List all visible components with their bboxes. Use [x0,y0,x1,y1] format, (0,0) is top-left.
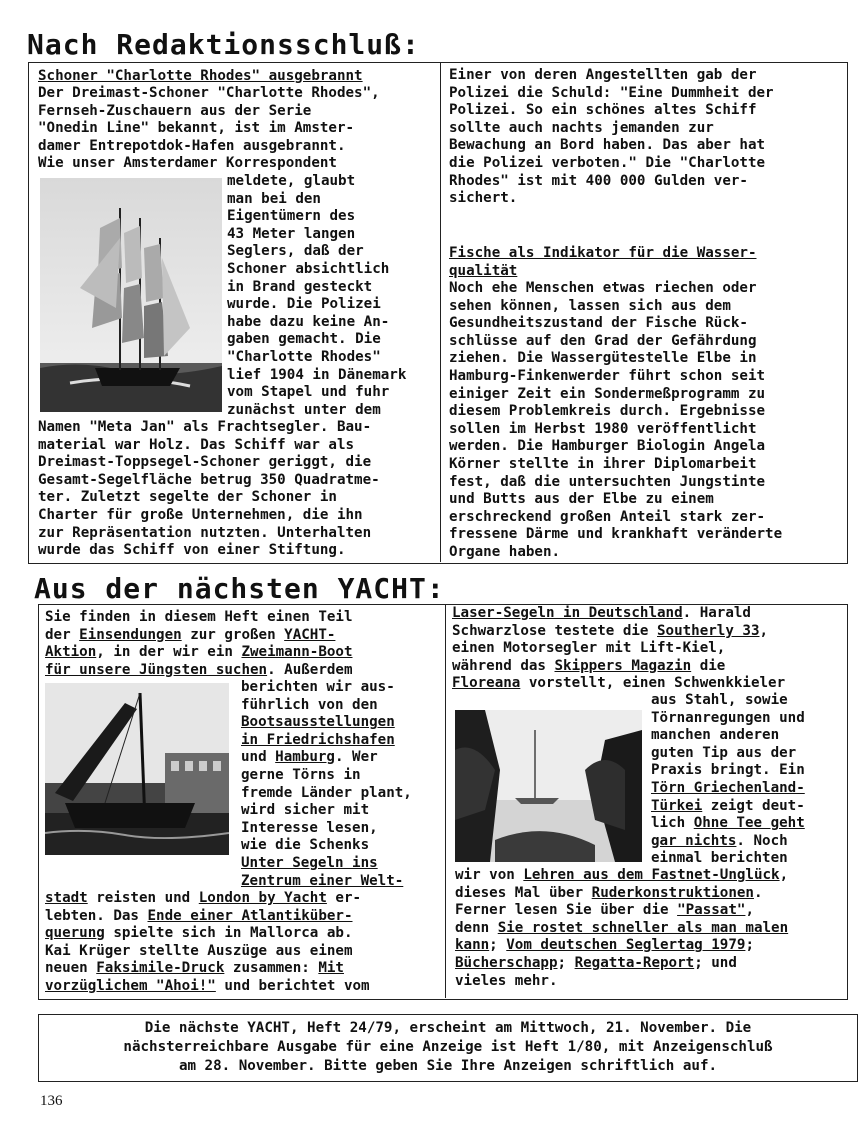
text-line: 43 Meter langen [227,225,356,242]
preview-left-beside-photo [241,679,412,890]
text-line: Gesundheitszustand der Fische Rück- [449,315,748,332]
text-line: sollen im Herbst 1980 veröffentlicht [449,420,757,437]
text-line: Fernseh-Zuschauern aus der Serie [38,102,312,119]
text-segment: . Noch [736,832,788,849]
article-heading-charlotte-rhodes: Schoner "Charlotte Rhodes" ausgebrannt [38,68,363,84]
text-segment: führlich von den [241,696,378,713]
top-column-divider [440,62,441,562]
article-reference: Floreana [452,675,521,692]
text-line: in Brand gesteckt [227,278,373,295]
next-issue-notice [38,1019,858,1076]
text-line [241,679,412,697]
text-segment: zeigt deut- [702,797,805,814]
text-line: habe dazu keine An- [227,313,390,330]
text-line [45,960,370,978]
text-segment: aus Stahl, sowie [651,692,788,708]
photo-schooner-under-sail [40,178,222,412]
text-line [651,692,805,710]
text-line: und Butts aus der Elbe zu einem [449,491,714,508]
text-line [452,623,785,641]
text-line [455,885,788,903]
text-segment: vieles mehr. [455,972,558,989]
text-line: die Polizei verboten." Die "Charlotte [449,154,766,171]
text-line [241,873,412,891]
article-reference: für unsere Jüngsten suchen [45,661,268,678]
article-reference: Regatta-Report [574,954,695,971]
text-line [452,640,785,658]
text-line [45,925,370,943]
text-segment: einmal berichten [651,850,788,867]
article-body-charlotte-rhodes-beside-photo [227,173,406,419]
text-line: Der Dreimast-Schoner "Charlotte Rhodes", [38,85,380,101]
article-reference: Zweimann-Boot [241,644,353,661]
text-segment: . Harald [682,605,751,621]
text-line [45,890,370,908]
text-segment: Ferner lesen Sie über die [455,902,678,919]
text-segment: ; [745,937,754,954]
text-segment: . [753,884,763,901]
article-reference: Ohne Tee geht [693,815,805,832]
text-segment: gerne Törns in [241,766,361,783]
text-line [45,662,353,680]
article-reference: London by Yacht [198,890,327,906]
article-reference: Faksimile-Druck [96,960,225,977]
text-line: Organe haben. [449,543,561,560]
text-line [651,727,805,745]
section-title-nach-redaktionsschluss: Nach Redaktionsschluß: [27,28,420,61]
text-line: zunächst unter dem [227,401,381,418]
text-line: fest, daß die untersuchten Jungstinte [449,473,766,490]
text-line [651,762,805,780]
text-line [241,820,412,838]
text-line [651,745,805,763]
text-segment: Praxis bringt. Ein [651,762,805,779]
text-segment: . Außerdem [267,661,353,678]
text-segment: lich [651,815,694,832]
text-line [241,714,412,732]
text-segment: denn [455,919,498,936]
bay-photo-graphic [455,710,642,862]
text-segment: berichten wir aus- [241,679,395,695]
article-reference: Sie rostet schneller als man malen [497,919,789,936]
text-line [45,908,370,926]
article-reference: Türkei [651,797,703,814]
article-reference: gar nichts [651,832,737,849]
article-body-fische-indikator [449,280,782,562]
article-heading-line: qualität [449,262,518,279]
text-line [452,658,785,676]
preview-right-continued [455,867,788,990]
text-line: einiger Zeit ein Sondermeßprogramm zu [449,385,766,402]
text-line: vom Stapel und fuhr [227,384,390,401]
text-line [455,955,788,973]
article-reference: Bücherschapp [455,954,558,971]
article-reference: Zentrum einer Welt- [241,872,404,889]
text-line: Einer von deren Angestellten gab der [449,67,757,83]
text-line: Hamburg-Finkenwerder führt schon seit [449,367,766,384]
text-line: gaben gemacht. Die [227,331,381,348]
text-segment: die [691,657,726,674]
text-line [45,943,370,961]
text-line [452,675,785,693]
text-segment: zusammen: [224,960,319,977]
text-line [241,855,412,873]
article-reference: Einsendungen [79,626,182,643]
article-reference: vorzüglichem "Ahoi!" [45,977,216,994]
text-line: Charter für große Unternehmen, die ihn [38,506,363,523]
text-line [455,973,788,991]
text-segment: und [241,749,276,766]
text-line [45,609,353,627]
text-line: Dreimast-Toppsegel-Schoner geriggt, die [38,454,372,471]
article-reference: Törn Griechenland- [651,779,805,796]
article-reference: YACHT- [284,626,336,643]
text-segment: , [759,622,769,639]
text-segment: Sie finden in diesem Heft einen Teil [45,609,353,625]
article-body-charlotte-rhodes-intro [38,85,380,173]
text-segment: manchen anderen [651,727,780,744]
text-line [651,850,805,868]
notice-line: nächsterreichbare Ausgabe für eine Anzeige ist Heft 1/80, mit Anzeigenschluß [123,1039,773,1055]
text-segment: reisten und [87,890,199,906]
text-line: Seglers, daß der [227,243,364,260]
text-line: sehen können, lassen sich aus dem [449,297,731,314]
text-segment: der [45,626,80,643]
text-segment: einen Motorsegler mit Lift-Kiel, [452,640,726,657]
text-line: wurde. Die Polizei [227,296,381,313]
text-segment: Kai Krüger stellte Auszüge aus einem [45,942,353,959]
text-line [241,697,412,715]
text-line: Bewachung an Bord haben. Das aber hat [449,137,766,154]
text-segment: während das [452,657,555,674]
article-reference: Lehren aus dem Fastnet-Unglück [523,867,780,883]
article-reference: in Friedrichshafen [241,731,395,748]
section-title-aus-der-naechsten-yacht: Aus der nächsten YACHT: [34,572,445,605]
text-segment: , [779,867,789,883]
text-segment: wir von [455,867,524,883]
text-line [651,798,805,816]
text-line [651,710,805,728]
text-line [455,937,788,955]
text-line: wurde das Schiff von einer Stiftung. [38,542,346,559]
text-line [45,644,353,662]
text-line: Polizei. So ein schönes altes Schiff [449,102,757,119]
text-segment: spielte sich in Mallorca ab. [104,925,353,942]
text-line: werden. Die Hamburger Biologin Angela [449,438,766,455]
text-segment: Schwarzlose testete die [452,622,657,639]
text-line: Wie unser Amsterdamer Korrespondent [38,155,337,172]
article-reference: "Passat" [677,902,746,919]
article-reference: Southerly 33 [657,622,760,639]
article-heading-fische-indikator [449,245,757,280]
text-line [241,785,412,803]
text-line: fressene Därme und krankhaft veränderte [449,526,783,543]
text-line: ziehen. Die Wassergütestelle Elbe in [449,350,757,367]
text-segment: Törnanregungen und [651,709,805,726]
text-line: Rhodes" ist mit 400 000 Gulden ver- [449,172,748,189]
text-segment: neuen [45,960,97,977]
text-line [241,767,412,785]
text-line [241,802,412,820]
text-line: ter. Zuletzt segelte der Schoner in [38,489,337,506]
text-line: diesem Problemkreis durch. Ergebnisse [449,403,766,420]
text-line: Noch ehe Menschen etwas riechen oder [449,280,757,296]
text-line: Schoner absichtlich [227,260,390,277]
text-segment: vorstellt, einen Schwenkkieler [520,675,786,692]
preview-left-continued [45,890,370,996]
text-line [45,627,353,645]
article-reference: Hamburg [275,749,335,766]
text-segment: ; [489,937,507,954]
text-line [455,902,788,920]
page-number: 136 [40,1093,63,1109]
article-reference: Ende einer Atlantiküber- [147,907,353,924]
text-line: erschreckend großen Anteil stark zer- [449,508,766,525]
text-segment: ; [557,954,575,971]
text-segment: Interesse lesen, [241,819,378,836]
text-line: Polizei die Schuld: "Eine Dummheit der [449,84,774,101]
harbour-photo-graphic [45,683,229,855]
text-segment: und berichtet vom [215,977,370,994]
text-line: Eigentümern des [227,208,356,225]
article-reference: Vom deutschen Seglertag 1979 [506,937,746,954]
text-line [651,833,805,851]
text-line: man bei den [227,190,321,207]
preview-left-intro [45,609,353,679]
text-line: Namen "Meta Jan" als Frachtsegler. Bau- [38,419,372,435]
text-line [651,780,805,798]
text-line [45,978,370,996]
text-line [452,605,785,623]
text-line [455,867,788,885]
photo-harbour-crane [45,683,229,855]
text-segment: er- [326,890,362,906]
text-line [455,920,788,938]
text-segment: dieses Mal über [455,884,592,901]
text-line: Gesamt-Segelfläche betrug 350 Quadratme- [38,471,380,488]
text-segment: , in der wir ein [96,644,242,661]
article-reference: querung [45,925,105,942]
text-segment: wird sicher mit [241,802,370,819]
preview-column-divider [445,604,446,998]
text-line [241,749,412,767]
article-reference: Aktion [45,644,97,661]
article-reference: stadt [45,890,88,906]
article-reference: Unter Segeln ins [241,854,378,871]
text-segment: ; und [694,954,737,971]
notice-line: am 28. November. Bitte geben Sie Ihre Anzeigen schriftlich auf. [178,1058,718,1074]
text-line: meldete, glaubt [227,173,356,189]
article-reference: Bootsausstellungen [241,714,395,731]
text-line: sollte auch nachts jemanden zur [449,119,714,136]
text-segment: guten Tip aus der [651,744,797,761]
article-reference: kann [455,937,490,954]
text-line: damer Entrepotdok-Hafen ausgebrannt. [38,137,346,154]
text-line: "Charlotte Rhodes" [227,348,381,365]
article-reference: Ruderkonstruktionen [591,884,754,901]
text-segment: lebten. Das [45,907,148,924]
notice-line: Die nächste YACHT, Heft 24/79, erscheint am Mittwoch, 21. November. Die [144,1020,752,1036]
article-body-charlotte-rhodes-continued [38,419,380,560]
text-line: zur Repräsentation nutzten. Unterhalten [38,524,372,541]
text-line: sichert. [449,190,518,207]
article-heading-line: Fische als Indikator für die Wasser- [449,245,757,261]
photo-sailboat-in-bay [455,710,642,862]
text-segment: zur großen [181,626,285,643]
text-line [241,732,412,750]
article-reference: Mit [318,960,344,977]
text-line: material war Holz. Das Schiff war als [38,436,355,453]
text-line: Körner stellte in ihrer Diplomarbeit [449,455,757,472]
article-reference: Skippers Magazin [554,657,692,674]
preview-right-intro [452,605,785,693]
article-reference: Laser-Segeln in Deutschland [452,605,683,621]
article-body-charlotte-rhodes-right-column [449,67,774,208]
text-line: "Onedin Line" bekannt, ist im Amster- [38,120,355,137]
preview-right-beside-photo [651,692,805,868]
text-segment: fremde Länder plant, [241,784,412,801]
text-segment: wie die Schenks [241,837,370,854]
schooner-photo-graphic [40,178,222,412]
text-line [241,837,412,855]
text-segment: . Wer [334,749,378,766]
text-line [651,815,805,833]
text-segment: , [745,902,754,919]
text-line: lief 1904 in Dänemark [227,366,407,383]
text-line: schlüsse auf den Grad der Gefährdung [449,332,757,349]
